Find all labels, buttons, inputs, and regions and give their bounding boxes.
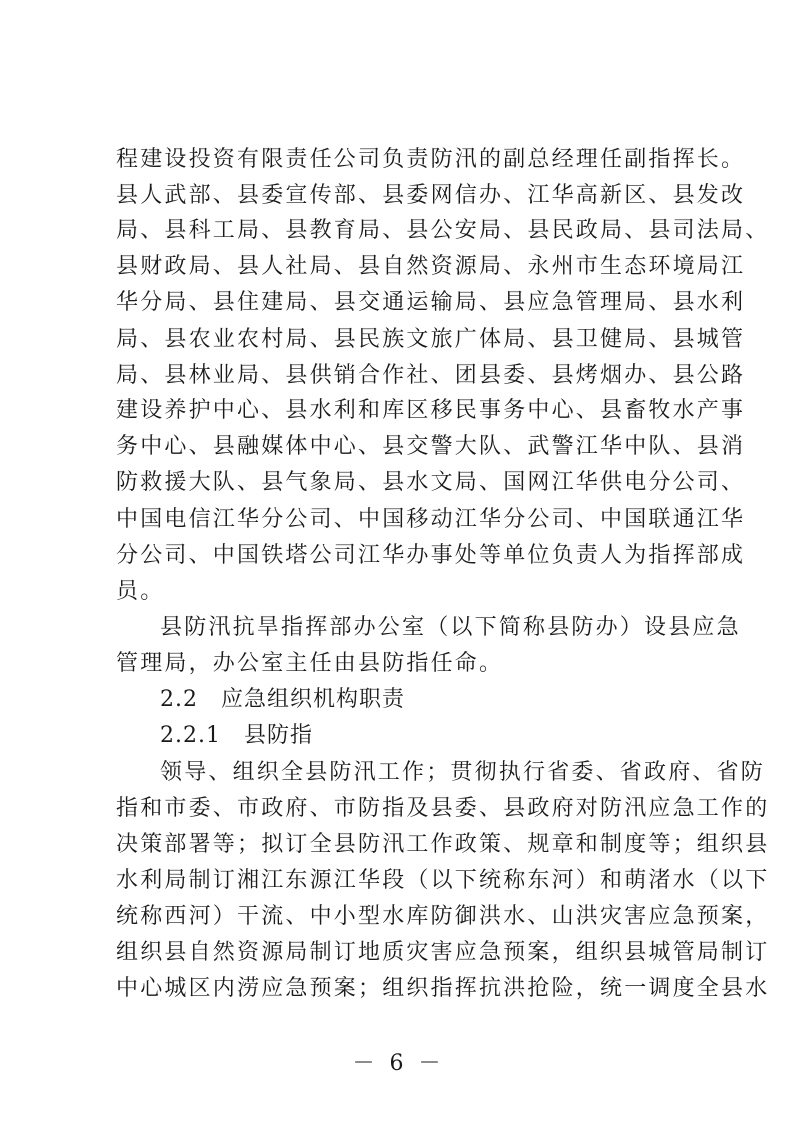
text-line: 统称西河）干流、中小型水库防御洪水、山洪灾害应急预案， (116, 904, 770, 929)
paragraph-first-line: 领导、组织全县防汛工作；贯彻执行省委、省政府、省防 (160, 760, 766, 785)
text-line: 组织县自然资源局制订地质灾害应急预案，组织县城管局制订 (116, 940, 770, 965)
text-line: 局、县科工局、县教育局、县公安局、县民政局、县司法局、 (116, 218, 770, 243)
paragraph-first-line: 县防汛抗旱指挥部办公室（以下简称县防办）设县应急 (160, 615, 741, 640)
text-line: 务中心、县融媒体中心、县交警大队、武警江华中队、县消 (116, 434, 746, 459)
text-line: 局、县农业农村局、县民族文旅广体局、县卫健局、县城管 (116, 327, 746, 352)
text-line: 管理局，办公室主任由县防指任命。 (116, 651, 504, 676)
text-line: 防救援大队、县气象局、县水文局、国网江华供电分公司、 (116, 470, 746, 495)
text-line: 指和市委、市政府、市防指及县委、县政府对防汛应急工作的 (116, 796, 770, 821)
text-line: 建设养护中心、县水利和库区移民事务中心、县畜牧水产事 (116, 398, 746, 423)
text-line: 中心城区内涝应急预案；组织指挥抗洪抢险，统一调度全县水 (116, 976, 770, 1001)
text-line: 华分局、县住建局、县交通运输局、县应急管理局、县水利 (116, 290, 746, 315)
text-line: 程建设投资有限责任公司负责防汛的副总经理任副指挥长。 (116, 147, 746, 172)
section-heading-2-2: 2.2 应急组织机构职责 (160, 687, 405, 712)
page-number: － 6 － (352, 1051, 445, 1076)
text-line: 县财政局、县人社局、县自然资源局、永州市生态环境局江 (116, 254, 746, 279)
text-line: 局、县林业局、县供销合作社、团县委、县烤烟办、县公路 (116, 363, 746, 388)
text-line: 县人武部、县委宣传部、县委网信办、江华高新区、县发改 (116, 183, 746, 208)
text-line: 水利局制订湘江东源江华段（以下统称东河）和萌渚水（以下 (116, 868, 770, 893)
section-heading-2-2-1: 2.2.1 县防指 (160, 723, 313, 748)
text-line: 决策部署等；拟订全县防汛工作政策、规章和制度等；组织县 (116, 832, 770, 857)
text-line: 员。 (116, 579, 165, 604)
text-line: 分公司、中国铁塔公司江华办事处等单位负责人为指挥部成 (116, 543, 746, 568)
text-line: 中国电信江华分公司、中国移动江华分公司、中国联通江华 (116, 507, 746, 532)
